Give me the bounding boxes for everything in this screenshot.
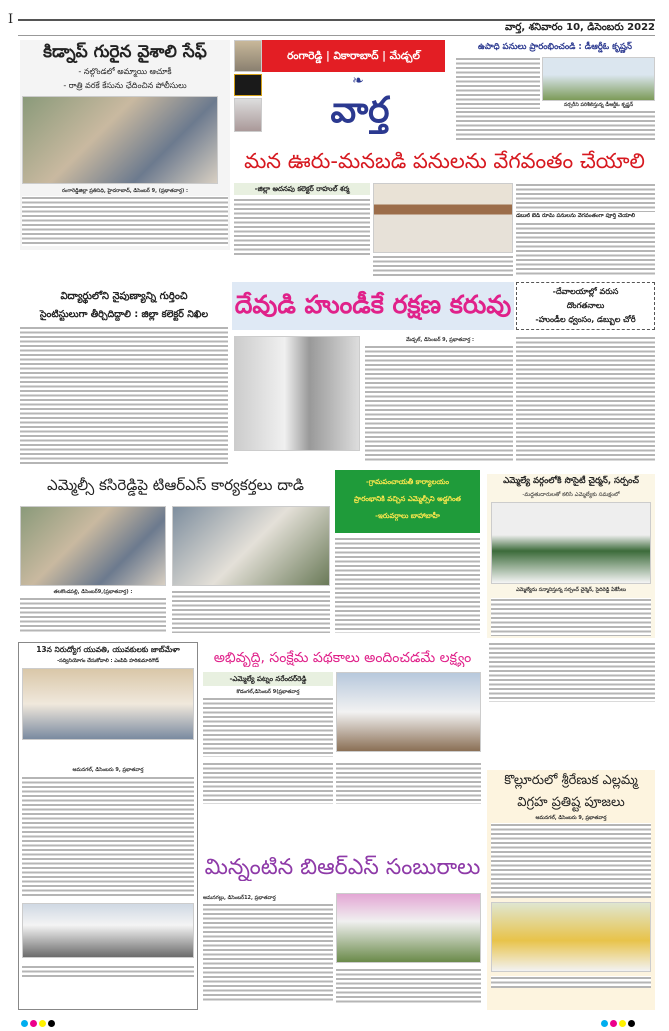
yellamma-headline-2: విగ్రహ ప్రతిష్ట పూజలు — [517, 795, 625, 810]
attack-body-1 — [20, 597, 166, 633]
dove-icon: ❧ — [352, 73, 364, 89]
development-dateline: కొడంగల్,డిసెంబర్ 9(ప్రభాతవార్త — [236, 689, 300, 695]
kidnap-dateline: రంగారెడ్డిజిల్లా ప్రతినిధి, హైదరాబాద్, డిసెంబర్ 9, (ప్రభాతవార్త) : — [61, 188, 189, 194]
society-headline: ఎమ్మెల్యే వర్గంలోకి సొసైటీ చైర్మన్, సర్పంచ్ — [503, 476, 639, 486]
yellamma-dateline: ఆమనగల్, డిసెంబరు 9, ప్రభాతవార్త — [535, 815, 607, 821]
hundi-body-1 — [365, 345, 513, 463]
scientists-body — [20, 326, 228, 464]
jobmela-photo-2 — [22, 903, 194, 958]
hundi-body-2 — [516, 336, 655, 463]
upadhi-body — [456, 57, 540, 109]
mana-ooru-body-4 — [516, 222, 655, 277]
jobmela-headline: 13న నిరుద్యోగ యువతి, యువకులకు జాబ్‌మేళా — [36, 645, 180, 654]
attack-box-1: -గ్రామపంచాయతీ కార్యాలయం — [365, 478, 450, 486]
jobmela-photo — [22, 668, 194, 740]
brs-dateline: ఆమనగల్లు, డిసెంబర్12, ప్రభాతవార్త — [203, 895, 276, 901]
mana-ooru-sub-box — [234, 183, 370, 195]
jobmela-body — [22, 776, 194, 896]
attack-box-3: -ఇరువర్గాలు బాహాబాహీ — [375, 512, 440, 520]
yellamma-headline-1: కొల్లూరులో శ్రీరేణుక ఎల్లమ్మ — [504, 773, 638, 788]
yellamma-caption — [491, 976, 651, 988]
society-caption: ఎమ్మెల్యేను సన్మానిస్తున్న సర్పంచ్ చైర్మెన్, సైదిరెడ్డి ఏకేసీలు — [515, 587, 627, 593]
attack-photo-2 — [172, 506, 330, 586]
masthead-photo-1 — [234, 74, 262, 96]
mana-ooru-sub: -జిల్లా అదనపు కలెక్టర్ రాహుల్ శర్మ — [254, 185, 350, 193]
scientists-line1: విద్యార్థులోని నైపుణ్యాన్ని గుర్తించి — [60, 291, 188, 302]
jobmela-dateline: ఆమనగల్, డిసెంబరు 9, ప్రభాతవార్త — [72, 767, 144, 773]
brs-headline: మిన్నంటిన బిఆర్ఎస్ సంబురాలు — [204, 855, 481, 880]
kidnap-sub2: - రాత్రి వరకే కేసును ఛేదించిన పోలీసులు — [63, 81, 187, 90]
hundi-side-3: -హుండీల ధ్వంసం, డబ్బుల చోరీ — [535, 315, 636, 324]
attack-photo-1 — [20, 506, 166, 586]
mana-ooru-subhead: డబుల్ బెడ్ రూమ్ పనులను వేగవంతంగా పూర్తి చేయాలి — [516, 213, 636, 219]
society-body — [491, 598, 651, 636]
attack-dateline: తలకొండపల్లి, డిసెంబర్9,(ప్రభాతవార్త) : — [53, 589, 133, 595]
brs-body-2 — [336, 968, 481, 1003]
mana-ooru-body-3 — [516, 183, 655, 212]
kidnap-body — [22, 196, 228, 246]
hundi-side-1: -దేవాలయాల్లో వరుస — [552, 287, 619, 296]
header-rule — [18, 19, 655, 21]
hundi-side-box — [516, 282, 655, 330]
development-sub-box — [203, 672, 333, 686]
development-body-2 — [203, 762, 333, 804]
jobmela-sub: -సద్వినియోగం చేసుకోవాలి : ఎంపిపి హరికుమారిగౌడ్ — [57, 658, 159, 664]
hundi-photo — [234, 336, 360, 451]
brs-body-1 — [203, 903, 333, 1003]
yellamma-photo — [491, 902, 651, 972]
upadhi-body-2 — [456, 110, 655, 140]
mana-ooru-body-1 — [234, 198, 370, 255]
masthead-logo: వార్త — [330, 90, 390, 131]
scientists-line2: సైంటిస్టులుగా తీర్చిదిద్దాలి : జిల్లా కలెక్టర్ నిఖిల — [39, 309, 209, 320]
development-sub: -ఎమ్మెల్యే పట్నం నరేందర్‌రెడ్డి — [229, 675, 307, 683]
society-photo — [491, 502, 651, 584]
attack-green-box — [335, 470, 480, 533]
jobmela-caption — [22, 965, 194, 978]
yellamma-body — [491, 823, 651, 898]
district-banner-text: రంగారెడ్డి | వికారాబాద్ | మేడ్చల్ — [287, 49, 420, 62]
development-body-4 — [489, 642, 655, 702]
upadhi-headline: ఉపాధి పనులు ప్రారంభించండి : డీఆర్డీఓ కృష్ణన్ — [478, 42, 632, 52]
society-sub: -మద్దతుదారులతో కలిసి ఎమ్మెల్యేకు సమక్షంలో — [522, 492, 620, 498]
attack-body-2 — [172, 590, 330, 633]
kidnap-sub1: - నల్గొండలో అమ్మాయి ఆచూకీ — [78, 67, 172, 76]
hundi-side-2: దొంగతనాలు — [566, 301, 605, 310]
development-headline: అభివృద్ధి, సంక్షేమ పథకాలు అందించడమే లక్ష్యం — [213, 650, 472, 666]
upadhi-photo — [542, 57, 655, 101]
masthead-photo-2 — [234, 98, 262, 132]
attack-box-2: ప్రారంభానికి వచ్చిన ఎమ్మెల్సీని అడ్డగింత — [354, 495, 461, 503]
attack-body-3 — [335, 537, 480, 633]
color-registration-marks — [20, 1012, 56, 1031]
hundi-headline: దేవుడి హుండీకే రక్షణ కరువు — [234, 290, 512, 319]
hundi-dateline: మేడ్చల్, డిసెంబర్ 9, ప్రభాతవార్త : — [405, 337, 475, 343]
page-marker: I — [8, 12, 14, 27]
district-banner — [262, 40, 445, 72]
mana-ooru-photo — [373, 183, 513, 253]
development-body-1 — [203, 697, 333, 757]
dateline: వార్త, శనివారం 10, డిసెంబరు 2022 — [504, 22, 655, 33]
color-registration-marks-right — [600, 1012, 636, 1031]
mana-ooru-headline: మన ఊరు-మనబడి పనులను వేగవంతం చేయాలి — [244, 149, 645, 173]
kidnap-headline: కిడ్నాప్ గురైన వైశాలి సేఫ్ — [43, 42, 207, 62]
attack-headline: ఎమ్మెల్సీ కసిరెడ్డిపై టిఆర్ఎస్ కార్యకర్తలు దాడి — [47, 476, 304, 494]
development-photo — [336, 672, 481, 752]
mana-ooru-body-2 — [373, 255, 513, 277]
development-body-3 — [336, 762, 481, 804]
brs-photo — [336, 893, 481, 963]
kidnap-photo — [22, 96, 218, 184]
masthead-temple-photo — [234, 40, 262, 72]
header-rule-bottom — [18, 35, 655, 36]
upadhi-caption: నర్సరీని పరిశీలిస్తున్న డీఆర్డీఓ కృష్ణన్ — [563, 102, 634, 108]
